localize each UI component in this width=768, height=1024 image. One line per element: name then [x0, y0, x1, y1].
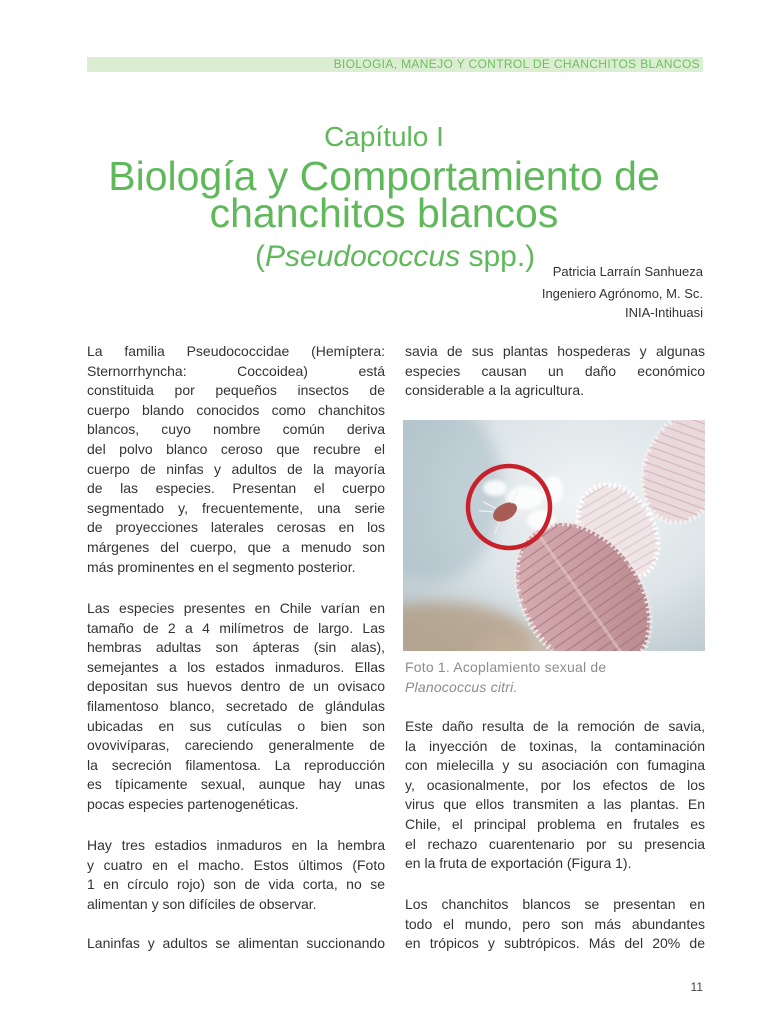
text-line: segmentado y, frecuentemente, una serie [87, 499, 385, 516]
paragraph-immature-stages [87, 836, 385, 914]
text-line: Laninfas y adultos se alimentan succionando [87, 935, 385, 951]
text-line: la secreción filamentosa. La reproducción [87, 756, 385, 773]
text-line: depositan sus huevos dentro de un ovisaco [87, 678, 385, 695]
text-line: La familia Pseudococcidae (Hemíptera: [87, 343, 385, 359]
chapter-title-line-1: Biología y Comportamiento de [108, 153, 660, 199]
author-affiliation: INIA-Intihuasi [624, 305, 703, 320]
text-line: alimentan y son difíciles de observar. [87, 895, 317, 912]
species-rest: spp.) [460, 240, 536, 273]
photo-mealybugs [403, 420, 705, 651]
photo-caption-text: Foto 1. Acoplamiento sexual de [405, 659, 607, 675]
text-line: es típicamente sexual, aunque hay unas [87, 776, 385, 793]
paragraph-damage [405, 717, 705, 874]
text-line: constituida por pequeños insectos de [87, 382, 385, 399]
text-line: en trópicos y subtrópicos. Más del 20% de [405, 935, 705, 952]
text-line: blancos, cuyo nombre común deriva [87, 421, 385, 438]
text-line: hembras adultas son ápteras (sin alas), [87, 639, 385, 656]
text-line: Hay tres estadios inmaduros en la hembra [87, 837, 385, 853]
chapter-label: Capítulo I [324, 121, 444, 152]
text-line: filamentoso blanco, secretado de glándulas [87, 697, 385, 714]
text-line: Las especies presentes en Chile varían en [87, 600, 385, 616]
text-line: la inyección de toxinas, la contaminación [405, 737, 705, 754]
paragraph-species-size [87, 599, 385, 815]
text-line: todo el mundo, pero son más abundantes [405, 915, 705, 932]
text-line: 1 en círculo rojo) son de vida corta, no se [87, 876, 385, 893]
text-line: del polvo blanco ceroso que recubre el [87, 440, 385, 457]
species-genus: Pseudococcus [265, 240, 461, 273]
text-line: más prominentes en el segmento posterior. [87, 558, 356, 575]
text-line: el rechazo cuarentenario por su presencia [405, 835, 705, 852]
photo-caption [405, 657, 705, 697]
text-line: cuerpo blando conocidos como chanchitos [87, 401, 385, 418]
photo-caption-species: Planococcus citri. [405, 679, 518, 695]
author-degree: Ingeniero Agrónomo, M. Sc. [541, 286, 703, 301]
text-line: de las especies. Presentan el cuerpo [87, 480, 385, 497]
author-name: Patricia Larraín Sanhueza [552, 264, 703, 279]
text-line: Sternorrhyncha: Coccoidea) está [87, 362, 385, 379]
running-header-title: BIOLOGIA, MANEJO Y CONTROL DE CHANCHITOS BLANCOS [333, 57, 700, 71]
text-line: pocas especies partenogenéticas. [87, 795, 299, 812]
text-line: Chile, el principal problema en frutales es [405, 815, 705, 832]
chapter-subtitle-species [255, 240, 535, 274]
text-line: Este daño resulta de la remoción de savia, [405, 718, 705, 734]
text-line: semejantes a los estados inmaduros. Ellas [87, 658, 385, 675]
text-line: de proyecciones laterales cerosas en los [87, 519, 385, 536]
paragraph-family-description [87, 342, 385, 577]
paragraph-feeding-continued [405, 342, 705, 401]
text-line: tamaño de 2 a 4 milímetros de largo. Las [87, 619, 385, 636]
text-line: y, ocasionalmente, por los efectos de los [405, 776, 705, 793]
text-line: considerable a la agricultura. [405, 382, 584, 399]
page-number: 11 [690, 980, 703, 994]
chapter-title-line-2: chanchitos blancos [209, 190, 559, 236]
text-line: especies causan un daño económico [405, 362, 705, 379]
text-line: márgenes del cuerpo, que a menudo son [87, 538, 385, 555]
text-line: ubicadas en sus cutículas o bien son [87, 717, 385, 734]
text-line: ovovivíparas, careciendo generalmente de [87, 737, 385, 754]
text-line: virus que ellos transmiten a las plantas. En [405, 796, 705, 813]
species-open-paren: ( [255, 240, 265, 273]
text-line: en la fruta de exportación (Figura 1). [405, 855, 632, 872]
text-line: cuerpo de ninfas y adultos de la mayoría [87, 460, 385, 477]
paragraph-feeding-start [87, 934, 385, 954]
paragraph-distribution [405, 895, 705, 954]
running-header-band [87, 57, 703, 72]
text-line: con mielecilla y su asociación con fumagina [405, 757, 705, 774]
text-line: savia de sus plantas hospederas y algunas [405, 343, 705, 359]
text-line: y cuatro en el macho. Estos últimos (Foto [87, 856, 385, 873]
text-line: Los chanchitos blancos se presentan en [405, 896, 705, 912]
